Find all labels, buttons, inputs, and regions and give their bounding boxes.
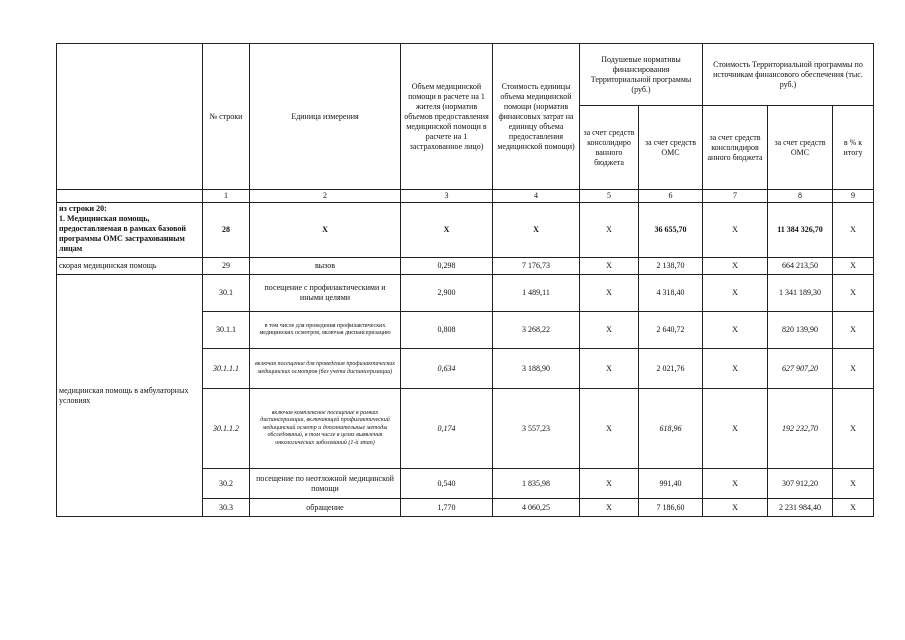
row-number: 30.2 [203, 469, 250, 499]
column-number: 6 [639, 190, 703, 203]
unit-cell: обращение [250, 499, 401, 517]
cost-cell: X [493, 203, 580, 258]
per-capita-budget-cell: X [580, 258, 639, 275]
per-capita-oms-cell: 36 655,70 [639, 203, 703, 258]
program-budget-cell: X [703, 203, 768, 258]
volume-cell: 0,298 [401, 258, 493, 275]
program-budget-cell: X [703, 258, 768, 275]
program-budget-cell: X [703, 312, 768, 349]
header-empty-cell [57, 44, 203, 190]
column-number: 1 [203, 190, 250, 203]
per-capita-budget-cell: X [580, 499, 639, 517]
row-number: 30.1.1.2 [203, 389, 250, 469]
column-number: 5 [580, 190, 639, 203]
header-program-oms: за счет средств ОМС [768, 106, 833, 190]
per-capita-oms-cell: 2 640,72 [639, 312, 703, 349]
column-number: 8 [768, 190, 833, 203]
program-pct-cell: X [833, 203, 874, 258]
cost-cell: 1 835,98 [493, 469, 580, 499]
column-number: 3 [401, 190, 493, 203]
volume-cell: 0,634 [401, 349, 493, 389]
table-row [57, 275, 874, 312]
column-number: 7 [703, 190, 768, 203]
per-capita-oms-cell: 991,40 [639, 469, 703, 499]
header-program-budget: за счет средств консолидиров анного бюджета [703, 106, 768, 190]
column-number: 4 [493, 190, 580, 203]
per-capita-oms-cell: 618,96 [639, 389, 703, 469]
unit-cell: в том числе для проведения профилактических медицинских осмотров, включая диспансеризацию [250, 312, 401, 349]
per-capita-budget-cell: X [580, 389, 639, 469]
column-number: 9 [833, 190, 874, 203]
header-program-cost: Стоимость Территориальной программы по источникам финансового обеспечения (тыс. руб.) [703, 44, 874, 106]
header-per-capita: Подушевые нормативы финансирования Территориальной программы (руб.) [580, 44, 703, 106]
program-pct-cell: X [833, 349, 874, 389]
program-pct-cell: X [833, 275, 874, 312]
column-number-empty [57, 190, 203, 203]
volume-cell: 0,540 [401, 469, 493, 499]
row-number: 29 [203, 258, 250, 275]
program-pct-cell: X [833, 469, 874, 499]
volume-cell: 0,174 [401, 389, 493, 469]
per-capita-oms-cell: 2 138,70 [639, 258, 703, 275]
header-row-number: № строки [203, 44, 250, 190]
program-oms-cell: 2 231 984,40 [768, 499, 833, 517]
section-title: из строки 20: 1. Медицинская помощь, предоставляемая в рамках базовой программы ОМС застрахованным лицам [57, 203, 203, 258]
header-volume: Объем медицинской помощи в расчете на 1 жителя (норматив объемов предоставления медицинской помощи в расчете на 1 застрахованное лицо) [401, 44, 493, 190]
row-number: 28 [203, 203, 250, 258]
program-budget-cell: X [703, 389, 768, 469]
volume-cell: 2,900 [401, 275, 493, 312]
unit-cell: посещение по неотложной медицинской помощи [250, 469, 401, 499]
program-budget-cell: X [703, 275, 768, 312]
table-row [57, 258, 874, 275]
program-oms-cell: 307 912,20 [768, 469, 833, 499]
program-pct-cell: X [833, 258, 874, 275]
program-budget-cell: X [703, 349, 768, 389]
unit-cell: посещение с профилактическими и иными целями [250, 275, 401, 312]
row-number: 30.1.1 [203, 312, 250, 349]
volume-cell: X [401, 203, 493, 258]
volume-cell: 0,808 [401, 312, 493, 349]
cost-cell: 3 268,22 [493, 312, 580, 349]
program-pct-cell: X [833, 312, 874, 349]
cost-cell: 3 557,23 [493, 389, 580, 469]
per-capita-budget-cell: X [580, 312, 639, 349]
header-unit: Единица измерения [250, 44, 401, 190]
cost-cell: 3 188,90 [493, 349, 580, 389]
program-oms-cell: 11 384 326,70 [768, 203, 833, 258]
volume-cell: 1,770 [401, 499, 493, 517]
program-pct-cell: X [833, 499, 874, 517]
cost-cell: 7 176,73 [493, 258, 580, 275]
per-capita-budget-cell: X [580, 275, 639, 312]
cost-cell: 1 489,11 [493, 275, 580, 312]
program-oms-cell: 820 139,90 [768, 312, 833, 349]
program-oms-cell: 627 907,20 [768, 349, 833, 389]
per-capita-budget-cell: X [580, 469, 639, 499]
program-oms-cell: 192 232,70 [768, 389, 833, 469]
program-pct-cell: X [833, 389, 874, 469]
unit-cell: включая комплексное посещение в рамках диспансеризации, включающей профилактический медицинский осмотр и дополнительные методы обследований, в том числе в целях выявления онкологических заболеваний (1-й этап) [250, 389, 401, 469]
header-per-capita-budget: за счет средств консолидиро ванного бюджета [580, 106, 639, 190]
program-oms-cell: 664 213,50 [768, 258, 833, 275]
unit-cell: вызов [250, 258, 401, 275]
per-capita-oms-cell: 4 318,40 [639, 275, 703, 312]
category-ambulance: скорая медицинская помощь [57, 258, 203, 275]
header-cost: Стоимость единицы объема медицинской помощи (норматив финансовых затрат на единицу объема предоставления медицинской помощи) [493, 44, 580, 190]
row-number: 30.3 [203, 499, 250, 517]
per-capita-oms-cell: 7 186,60 [639, 499, 703, 517]
program-budget-cell: X [703, 499, 768, 517]
per-capita-budget-cell: X [580, 203, 639, 258]
unit-cell: включая посещение для проведения профилактических медицинских осмотров (без учета диспансеризации) [250, 349, 401, 389]
row-number: 30.1.1.1 [203, 349, 250, 389]
per-capita-budget-cell: X [580, 349, 639, 389]
program-budget-cell: X [703, 469, 768, 499]
per-capita-oms-cell: 2 021,76 [639, 349, 703, 389]
header-program-pct: в % к итогу [833, 106, 874, 190]
column-number: 2 [250, 190, 401, 203]
unit-cell: X [250, 203, 401, 258]
row-number: 30.1 [203, 275, 250, 312]
norms-table [56, 43, 874, 517]
header-per-capita-oms: за счет средств ОМС [639, 106, 703, 190]
table-row [57, 203, 874, 258]
program-oms-cell: 1 341 189,30 [768, 275, 833, 312]
category-outpatient: медицинская помощь в амбулаторных условиях [57, 275, 203, 517]
cost-cell: 4 060,25 [493, 499, 580, 517]
